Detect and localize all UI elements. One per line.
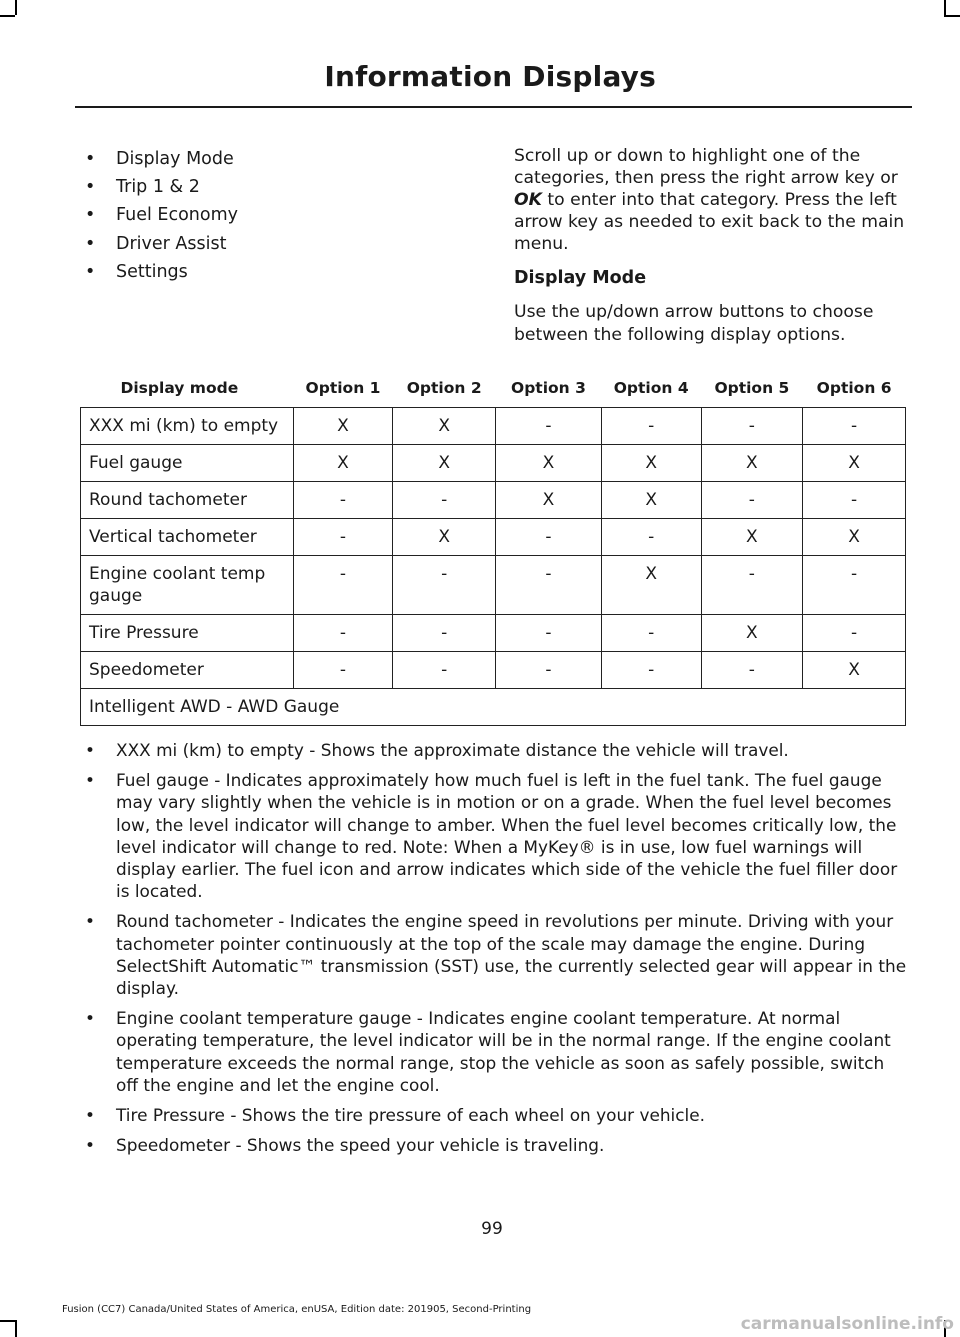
table-cell: X xyxy=(496,482,602,519)
table-footer-row xyxy=(81,689,906,726)
column-header: Option 2 xyxy=(406,379,482,397)
table-row xyxy=(81,519,906,556)
table-cell: X xyxy=(701,615,803,652)
table-row xyxy=(81,615,906,652)
column-header: Option 4 xyxy=(613,379,689,397)
row-label: Tire Pressure xyxy=(81,615,294,652)
table-cell: - xyxy=(803,615,906,652)
table-cell: X xyxy=(701,519,803,556)
table-cell: X xyxy=(293,408,393,445)
table-cell: - xyxy=(601,519,701,556)
section-paragraph: Use the up/down arrow buttons to choose between the following display options. xyxy=(514,302,874,345)
crop-mark xyxy=(944,0,946,15)
row-label: Vertical tachometer xyxy=(81,519,294,556)
column-header: Display mode xyxy=(120,379,239,397)
table-cell: X xyxy=(803,445,906,482)
table-cell: X xyxy=(701,445,803,482)
display-mode-table xyxy=(80,369,906,726)
table-cell: X xyxy=(601,482,701,519)
list-item: • Fuel Economy xyxy=(80,201,480,229)
table-cell: X xyxy=(496,445,602,482)
table-cell: - xyxy=(393,556,496,615)
table-cell: - xyxy=(601,652,701,689)
table-cell: - xyxy=(601,408,701,445)
table-cell: - xyxy=(496,408,602,445)
table-cell: X xyxy=(601,556,701,615)
crop-mark xyxy=(15,0,17,15)
list-item: • XXX mi (km) to empty - Shows the approximate distance the vehicle will travel. xyxy=(80,739,910,761)
page-title: Information Displays xyxy=(324,60,656,93)
row-label: XXX mi (km) to empty xyxy=(81,408,294,445)
menu-list xyxy=(80,145,480,286)
table-cell: X xyxy=(393,519,496,556)
table-cell: - xyxy=(293,652,393,689)
list-item: • Tire Pressure - Shows the tire pressure of each wheel on your vehicle. xyxy=(80,1104,910,1126)
row-label: Engine coolant temp gauge xyxy=(81,556,294,615)
ok-key-label: OK xyxy=(514,190,542,211)
list-item: • Trip 1 & 2 xyxy=(80,173,480,201)
table-cell: - xyxy=(393,482,496,519)
table-header-row xyxy=(81,369,906,408)
table-row xyxy=(81,482,906,519)
intro-text-end: to enter into that category. Press the left arrow key as needed to exit back to the main menu. xyxy=(514,190,905,255)
awd-gauge-row: Intelligent AWD - AWD Gauge xyxy=(81,689,906,726)
list-item: • Round tachometer - Indicates the engine speed in revolutions per minute. Driving with your tachometer pointer continuously at the top of the scale may damage the engine. During SelectShift Automatic™ transmission (SST) use, the currently selected gear will appear in the display. xyxy=(80,910,910,999)
table-row xyxy=(81,408,906,445)
table-cell: - xyxy=(803,482,906,519)
table-cell: - xyxy=(496,652,602,689)
section-heading: Display Mode xyxy=(514,268,647,289)
menu-list-section xyxy=(80,145,480,286)
table-cell: - xyxy=(601,615,701,652)
table-cell: - xyxy=(803,556,906,615)
list-item: • Fuel gauge - Indicates approximately how much fuel is left in the fuel tank. The fuel gauge may vary slightly when the vehicle is in motion or on a grade. When the fuel level becomes low, the level indicator will change to amber. When the fuel level becomes critically low, the level indicator will change to red. Note: When a MyKey® is in use, low fuel warnings will display earlier. The fuel icon and arrow indicates which side of the vehicle the fuel filler door is located. xyxy=(80,769,910,902)
page-number: 99 xyxy=(481,1219,503,1239)
description-list xyxy=(80,739,910,1164)
table-cell: - xyxy=(393,615,496,652)
row-label: Speedometer xyxy=(81,652,294,689)
table-row xyxy=(81,556,906,615)
table-cell: - xyxy=(293,519,393,556)
table-cell: - xyxy=(393,652,496,689)
table-cell: - xyxy=(496,519,602,556)
crop-mark xyxy=(15,1320,17,1337)
watermark: carmanualsonline.info xyxy=(740,1314,954,1334)
list-item: • Display Mode xyxy=(80,145,480,173)
table-cell: X xyxy=(293,445,393,482)
table-cell: X xyxy=(601,445,701,482)
column-header: Option 6 xyxy=(816,379,892,397)
intro-section xyxy=(514,145,908,346)
edition-footer: Fusion (CC7) Canada/United States of America, enUSA, Edition date: 201905, Second-Printing xyxy=(62,1304,532,1315)
table-cell: X xyxy=(803,519,906,556)
list-item: • Driver Assist xyxy=(80,230,480,258)
table-cell: - xyxy=(701,556,803,615)
page-header xyxy=(75,58,912,108)
table-cell: - xyxy=(293,556,393,615)
intro-paragraph xyxy=(514,145,908,255)
crop-mark xyxy=(0,15,15,17)
crop-mark xyxy=(0,1320,15,1322)
table-cell: - xyxy=(293,615,393,652)
table-cell: X xyxy=(393,408,496,445)
table-row xyxy=(81,445,906,482)
table-cell: - xyxy=(293,482,393,519)
table-cell: - xyxy=(496,615,602,652)
row-label: Round tachometer xyxy=(81,482,294,519)
column-header: Option 3 xyxy=(511,379,586,397)
intro-text-start: Scroll up or down to highlight one of the categories, then press the right arrow key or xyxy=(514,146,898,189)
crop-mark xyxy=(944,15,960,17)
table-row xyxy=(81,652,906,689)
table-cell: - xyxy=(803,408,906,445)
column-header: Option 1 xyxy=(305,379,381,397)
column-header: Option 5 xyxy=(714,379,790,397)
row-label: Fuel gauge xyxy=(81,445,294,482)
table-cell: - xyxy=(496,556,602,615)
table-cell: - xyxy=(701,408,803,445)
table-cell: X xyxy=(393,445,496,482)
table-cell: - xyxy=(701,482,803,519)
table-cell: - xyxy=(701,652,803,689)
list-item: • Engine coolant temperature gauge - Indicates engine coolant temperature. At normal operating temperature, the level indicator will be in the normal range. If the engine coolant temperature exceeds the normal range, stop the vehicle as soon as safely possible, switch off the engine and let the engine cool. xyxy=(80,1007,910,1096)
table-cell: X xyxy=(803,652,906,689)
list-item: • Speedometer - Shows the speed your vehicle is traveling. xyxy=(80,1134,910,1156)
list-item: • Settings xyxy=(80,258,480,286)
